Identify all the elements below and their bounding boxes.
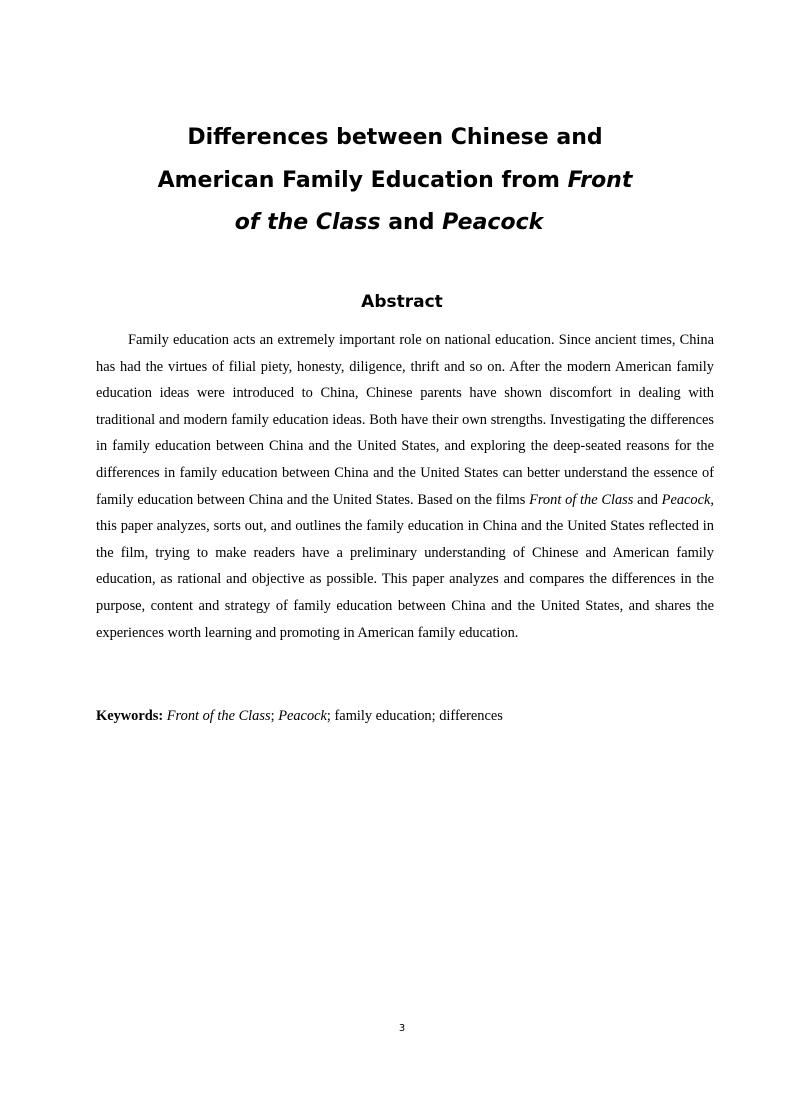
abstract-paragraph: [96, 327, 714, 646]
abstract-text-1: Family education acts an extremely important role on national education. Since ancient times, China has had the virtues of filial piety, honesty, diligence, thrift and so on. After the modern American family education ideas were introduced to China, Chinese parents have shown discomfort in dealing with traditional and modern family education ideas. Both have their own strengths. Investigating the differences in family education between China and the United States, and exploring the deep-seated reasons for the differences in family education between China and the United States can better understand the essence of family education between China and the United States. Based on the films: [96, 332, 714, 508]
title-line-1: [0, 123, 790, 153]
title-text-1: Differences between Chinese and: [187, 125, 603, 150]
title-and: and: [380, 210, 443, 235]
abstract-body: [96, 327, 714, 646]
title-film-of-the-class: of the Class: [234, 210, 381, 235]
title-text-2a: American Family Education from: [157, 168, 568, 193]
abstract-heading: Abstract: [361, 292, 443, 312]
title-film-peacock: Peacock: [442, 210, 544, 235]
keyword-peacock: Peacock: [278, 708, 327, 724]
page-number: 3: [398, 1023, 406, 1034]
keyword-rest: ; family education; differences: [326, 708, 503, 724]
abstract-film-front-of-the-class: Front of the Class: [529, 491, 634, 508]
title-line-3: [0, 208, 790, 238]
abstract-text-2: and: [633, 491, 662, 508]
title-line-2: [0, 166, 790, 196]
keyword-front-of-the-class: Front of the Class: [166, 708, 271, 724]
keywords-line: [96, 703, 714, 729]
keyword-separator: ;: [270, 708, 279, 724]
abstract-text-3: , this paper analyzes, sorts out, and outlines the family education in China and the United States reflected in the film, trying to make readers have a preliminary understanding of Chinese and American family education, as rational and objective as possible. This paper analyzes and compares the differences in the purpose, content and strategy of family education between China and the United States, and shares the experiences worth learning and promoting in American family education.: [96, 491, 714, 641]
title-film-front: Front: [567, 168, 633, 193]
abstract-film-peacock: Peacock: [661, 491, 711, 508]
keywords-label: Keywords:: [96, 708, 164, 724]
